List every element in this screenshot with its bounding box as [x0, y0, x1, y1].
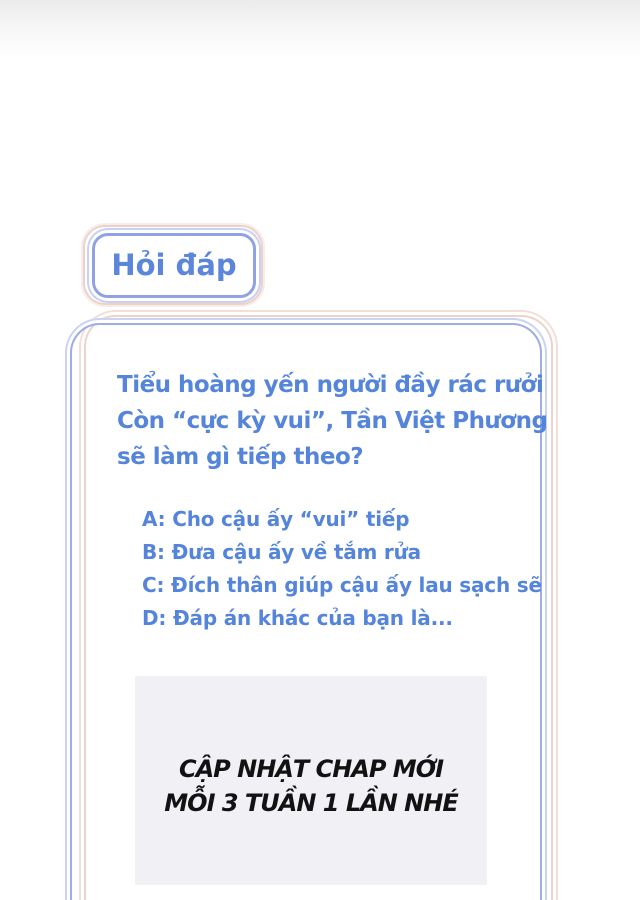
- question-line-2: Còn “cực kỳ vui”, Tần Việt Phương: [117, 408, 548, 434]
- qa-badge: [92, 233, 256, 298]
- option-d: D: Đáp án khác của bạn là...: [142, 606, 453, 630]
- option-a: A: Cho cậu ấy “vui” tiếp: [142, 507, 410, 531]
- update-note-text: [135, 752, 487, 820]
- option-c: C: Đích thân giúp cậu ấy lau sạch sẽ: [142, 573, 542, 597]
- qa-badge-label: Hỏi đáp: [111, 247, 237, 282]
- update-note-line-1: CẬP NHẬT CHAP MỚI: [178, 755, 444, 783]
- page-top-gradient: [0, 0, 640, 58]
- option-b: B: Đưa cậu ấy về tắm rửa: [142, 540, 421, 564]
- question-line-1: Tiểu hoàng yến người đầy rác rưởi: [117, 372, 544, 398]
- update-note-line-2: MỖI 3 TUẦN 1 LẦN NHÉ: [164, 789, 458, 817]
- options-list: [142, 503, 542, 635]
- update-note-box: [135, 676, 487, 885]
- question-line-3: sẽ làm gì tiếp theo?: [117, 444, 364, 470]
- question-text: [117, 367, 548, 475]
